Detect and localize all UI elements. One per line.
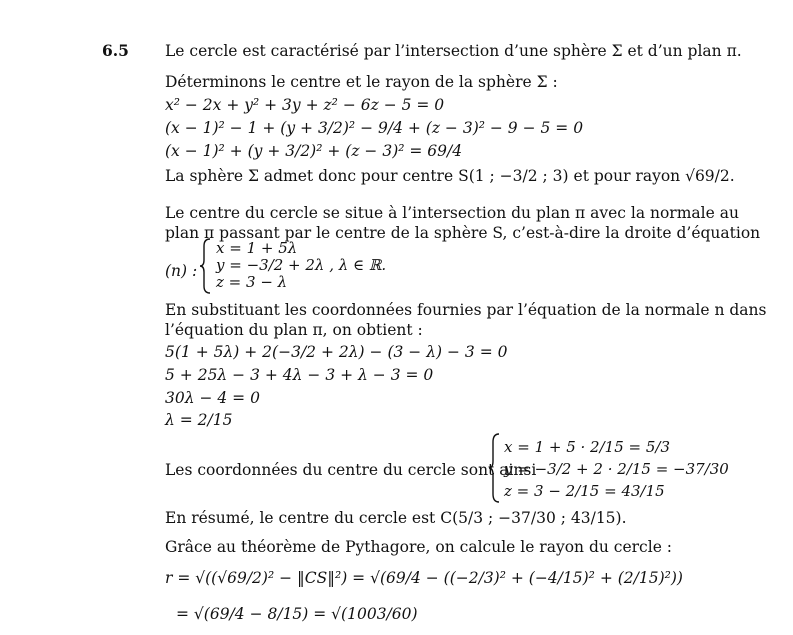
left-brace-icon: [198, 238, 212, 294]
equation-1: x² − 2x + y² + 3y + z² − 6z − 5 = 0: [165, 96, 445, 114]
subst-text-a: En substituant les coordonnées fournies par l’équation de la normale n dans: [165, 301, 767, 319]
coords-system: [504, 436, 729, 502]
coords-text: Les coordonnées du centre du cercle sont ainsi: [165, 461, 537, 479]
calc-line-3: 30λ − 4 = 0: [165, 389, 260, 407]
intro-text: Le cercle est caractérisé par l’intersection d’une sphère Σ et d’un plan π.: [165, 42, 742, 60]
centre-text-b: plan π passant par le centre de la sphère S, c’est-à-dire la droite d’équation: [165, 224, 761, 242]
sphere-result: La sphère Σ admet donc pour centre S(1 ; −3/2 ; 3) et pour rayon √69/2.: [165, 167, 735, 185]
pythagore-text: Grâce au théorème de Pythagore, on calcule le rayon du cercle :: [165, 538, 673, 556]
normal-system: [216, 240, 386, 291]
equation-3: (x − 1)² + (y + 3/2)² + (z − 3)² = 69/4: [165, 142, 463, 160]
calc-line-4: λ = 2/15: [165, 411, 233, 429]
resume-text: En résumé, le centre du cercle est C(5/3 ; −37/30 ; 43/15).: [165, 509, 627, 527]
equation-2: (x − 1)² − 1 + (y + 3/2)² − 9/4 + (z − 3)² − 9 − 5 = 0: [165, 119, 584, 137]
left-brace-icon: [487, 433, 501, 503]
calc-line-1: 5(1 + 5λ) + 2(−3/2 + 2λ) − (3 − λ) − 3 = 0: [165, 343, 508, 361]
coords-row-y: y = −3/2 + 2 · 2/15 = −37/30: [504, 460, 729, 478]
coords-row-z: z = 3 − 2/15 = 43/15: [504, 482, 665, 500]
radius-line-2: = √(69/4 − 8/15) = √(1003/60): [176, 605, 418, 623]
coords-row-x: x = 1 + 5 · 2/15 = 5/3: [504, 438, 670, 456]
subst-text-b: l’équation du plan π, on obtient :: [165, 321, 423, 339]
calc-line-2: 5 + 25λ − 3 + 4λ − 3 + λ − 3 = 0: [165, 366, 434, 384]
normal-row-y: y = −3/2 + 2λ , λ ∈ ℝ.: [216, 256, 387, 274]
normal-label: (n) :: [165, 262, 198, 280]
determine-text: Déterminons le centre et le rayon de la sphère Σ :: [165, 73, 558, 91]
radius-line-1: r = √((√69/2)² − ‖CS‖²) = √(69/4 − ((−2/3)² + (−4/15)² + (2/15)²)): [165, 569, 683, 587]
normal-row-z: z = 3 − λ: [216, 273, 288, 291]
normal-row-x: x = 1 + 5λ: [216, 239, 298, 257]
section-number: 6.5: [102, 41, 129, 60]
centre-text-a: Le centre du cercle se situe à l’intersection du plan π avec la normale au: [165, 204, 739, 222]
